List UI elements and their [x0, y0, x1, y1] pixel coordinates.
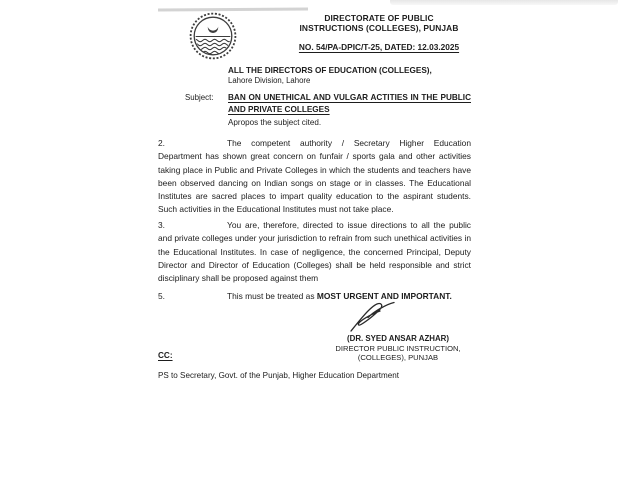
body-paragraph-2 — [158, 137, 471, 217]
paragraph-number: 2. — [158, 138, 165, 148]
letterhead-org-name — [283, 13, 475, 33]
cc-recipient-line: PS to Secretary, Govt. of the Punjab, Higher Education Department — [158, 371, 399, 380]
scan-top-edge-artifact — [390, 0, 618, 5]
signatory-title-line1: DIRECTOR PUBLIC INSTRUCTION, — [335, 343, 461, 353]
paragraph-text: You are, therefore, directed to issue directions to all the public and private colleges under your jurisdiction to refrain from such unethical activities in the Educational Institutes. In case of negligence, the concerned Principal, Deputy Director and Director of Education (Colleges) shall be held responsible and strict disciplinary shall be proposed against them — [158, 220, 471, 284]
recipient-line2: Lahore Division, Lahore — [228, 76, 311, 85]
org-name-line2: INSTRUCTIONS (COLLEGES), PUNJAB — [299, 23, 459, 33]
paragraph-text — [158, 290, 471, 303]
cc-label: CC: — [158, 351, 173, 360]
subject-text: BAN ON UNETHICAL AND VULGAR ACTITIES IN THE PUBLIC AND PRIVATE COLLEGES — [228, 93, 471, 114]
punjab-government-seal-icon — [189, 12, 237, 60]
signatory-name: (DR. SYED ANSAR AZHAR) — [347, 334, 449, 343]
paragraph-number: 5. — [158, 291, 165, 301]
handwritten-signature-icon — [346, 300, 398, 334]
paragraph-text-emphasis: MOST URGENT AND IMPORTANT. — [316, 291, 452, 301]
signatory-title-line2: (COLLEGES), PUNJAB — [357, 353, 439, 363]
body-paragraph-5 — [158, 290, 471, 303]
paragraph-text: The competent authority / Secretary Higher Education Department has shown great concern on funfair / sports gala and other activities taking place in Public and Private Colleges in which the students and teachers have been observed dancing on Indian songs on stage or in classes. The Educational Institutes are sacred places to impart quality education to the aspirant students. Such activities in the Educational Institutes must not take place. — [158, 138, 471, 215]
recipient-line1: ALL THE DIRECTORS OF EDUCATION (COLLEGES), — [228, 66, 432, 75]
salutation-line: Apropos the subject cited. — [228, 118, 322, 127]
reference-number-line: NO. 54/PA-DPIC/T-25, DATED: 12.03.2025 — [298, 42, 460, 52]
paragraph-text-normal: This must be treated as — [227, 291, 315, 301]
body-paragraph-3 — [158, 219, 471, 285]
river-waves-icon — [193, 37, 232, 54]
crescent-icon — [208, 23, 218, 33]
subject-label: Subject: — [185, 93, 214, 102]
org-name-line1: DIRECTORATE OF PUBLIC — [324, 13, 434, 23]
recipient-block — [228, 66, 488, 86]
paragraph-number: 3. — [158, 220, 165, 230]
scan-edge-shadow — [158, 7, 308, 11]
signatory-block — [330, 334, 466, 363]
